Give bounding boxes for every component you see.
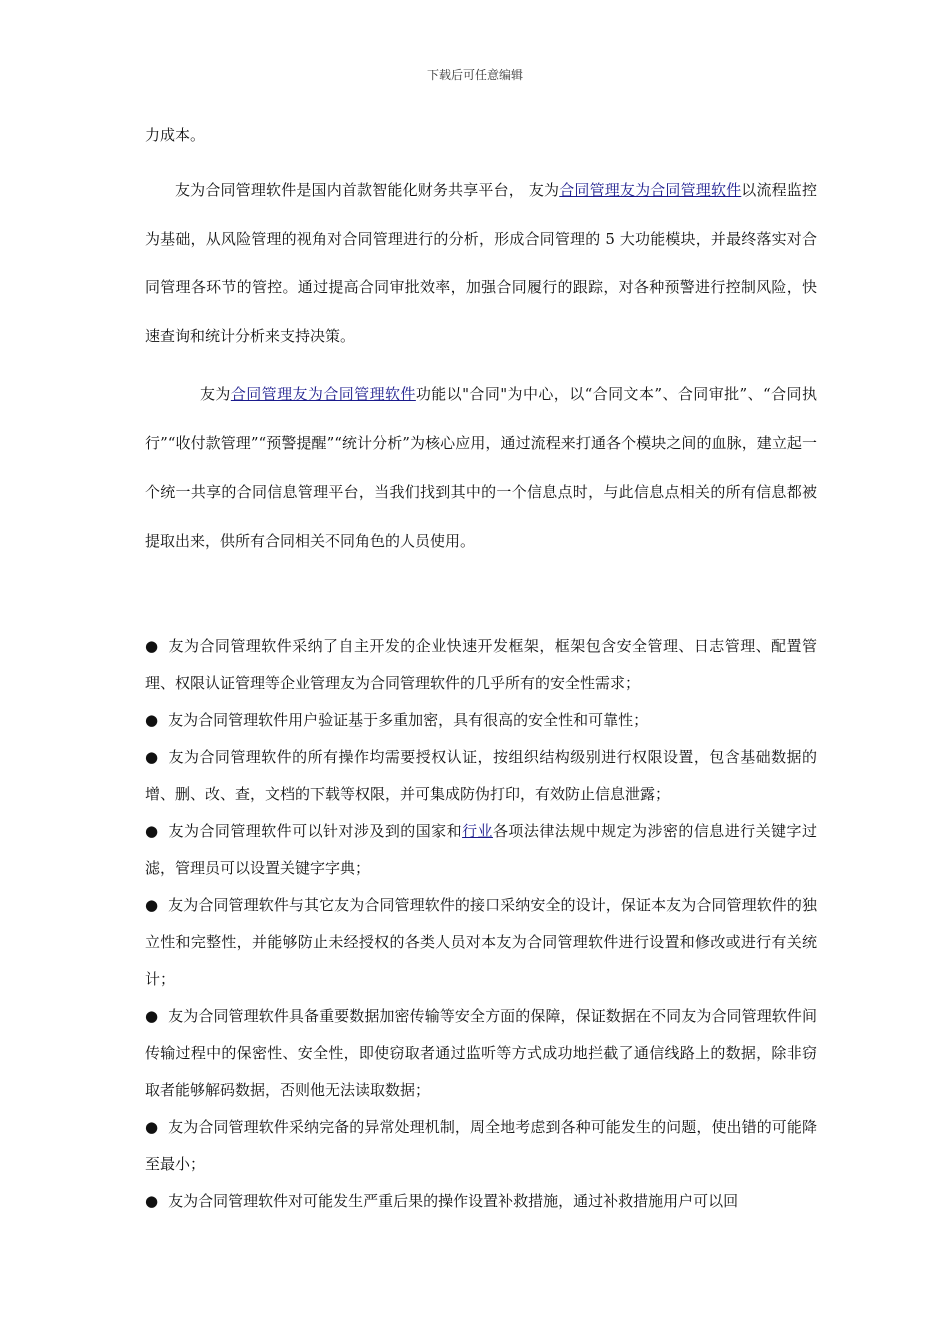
paragraph-intro-text-b: 以流程监控为基础，从风险管理的视角对合同管理进行的分析，形成合同管理的 5 大功能模块，并最终落实对合同管理各环节的管控。通过提高合同审批效率，加强合同履行的跟踪，对各种预警进行控制风险，快速查询和统计分析来支持决策。 — [145, 181, 817, 345]
bullet-icon: ● — [145, 896, 159, 914]
bullet-icon: ● — [145, 711, 159, 729]
list-item: ● 友为合同管理软件与其它友为合同管理软件的接口采纳安全的设计，保证本友为合同管理软件的独立性和完整性，并能够防止未经授权的各类人员对本友为合同管理软件进行设置和修改或进行有关统计； — [145, 887, 817, 998]
list-item: ● 友为合同管理软件可以针对涉及到的国家和行业各项法律法规中规定为涉密的信息进行关键字过滤，管理员可以设置关键字字典； — [145, 813, 817, 887]
contract-management-link-2[interactable]: 合同管理友为合同管理软件 — [230, 385, 416, 403]
bullet-icon: ● — [145, 1192, 159, 1210]
paragraph-features — [145, 370, 817, 566]
list-item: ● 友为合同管理软件具备重要数据加密传输等安全方面的保障，保证数据在不同友为合同管理软件间传输过程中的保密性、安全性，即使窃取者通过监听等方式成功地拦截了通信线路上的数据，除非窃取者能够解码数据，否则他无法读取数据； — [145, 998, 817, 1109]
paragraph-intro — [145, 166, 817, 360]
contract-management-link[interactable]: 合同管理友为合同管理软件 — [559, 181, 742, 199]
bullet-icon: ● — [145, 637, 159, 655]
paragraph-continuation: 力成本。 — [145, 126, 206, 144]
list-item: ● 友为合同管理软件的所有操作均需要授权认证，按组织结构级别进行权限设置，包含基础数据的增、删、改、查，文档的下载等权限，并可集成防伪打印，有效防止信息泄露； — [145, 739, 817, 813]
list-item: ● 友为合同管理软件对可能发生严重后果的操作设置补救措施，通过补救措施用户可以回 — [145, 1183, 817, 1220]
page-header: 下载后可任意编辑 — [426, 68, 523, 82]
list-item: ● 友为合同管理软件用户验证基于多重加密，具有很高的安全性和可靠性； — [145, 702, 817, 739]
industry-link[interactable]: 行业 — [462, 822, 493, 840]
bullet-icon: ● — [145, 822, 159, 840]
list-item: ● 友为合同管理软件采纳了自主开发的企业快速开发框架，框架包含安全管理、日志管理、配置管理、权限认证管理等企业管理友为合同管理软件的几乎所有的安全性需求； — [145, 628, 817, 702]
paragraph-features-text-a: 友为 — [200, 385, 231, 403]
bullet-icon: ● — [145, 748, 159, 766]
paragraph-features-text-b: 功能以"合同"为中心，以“合同文本”、合同审批”、“合同执行”“收付款管理”“预警提醒”“统计分析”为核心应用，通过流程来打通各个模块之间的血脉，建立起一个统一共享的合同信息管理平台，当我们找到其中的一个信息点时，与此信息点相关的所有信息都被提取出来，供所有合同相关不同角色的人员使用。 — [145, 385, 817, 550]
bullet-icon: ● — [145, 1118, 159, 1136]
list-item: ● 友为合同管理软件采纳完备的异常处理机制，周全地考虑到各种可能发生的问题，使出错的可能降至最小； — [145, 1109, 817, 1183]
paragraph-intro-text-a: 友为合同管理软件是国内首款智能化财务共享平台， 友为 — [175, 181, 560, 199]
security-feature-list — [145, 628, 817, 1220]
bullet-icon: ● — [145, 1007, 159, 1025]
